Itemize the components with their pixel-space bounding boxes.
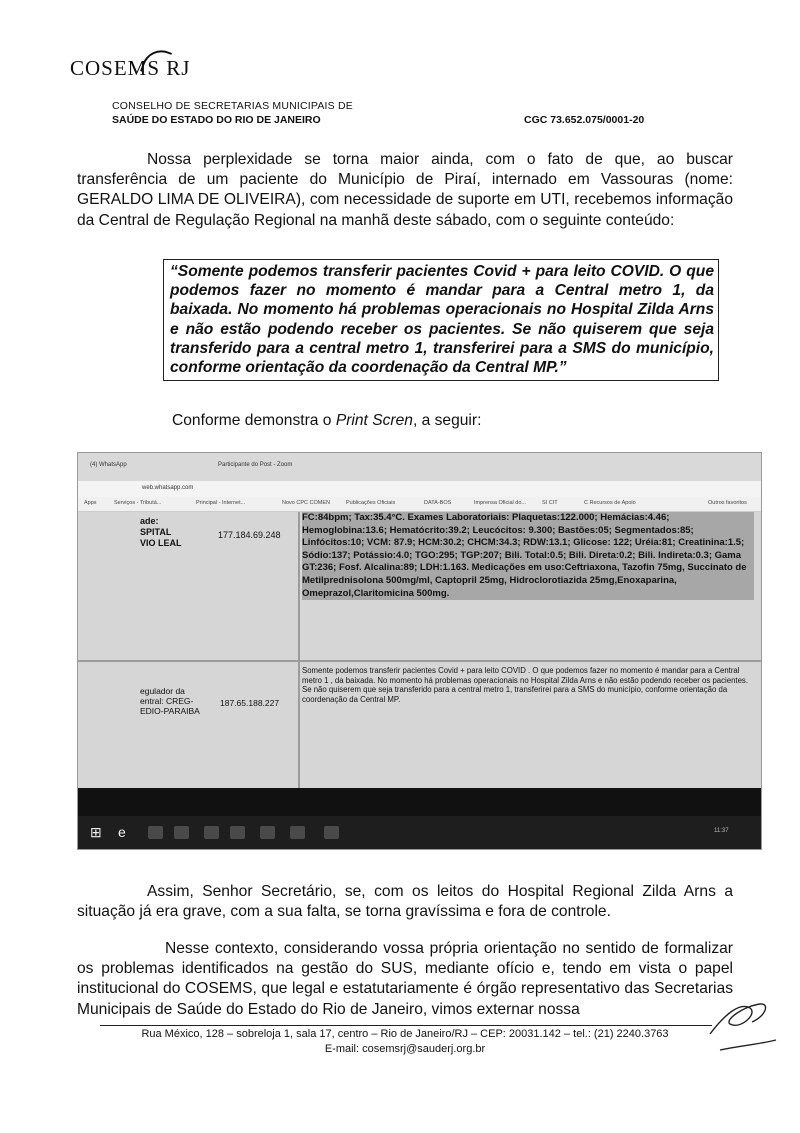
- browser-url: web.whatsapp.com: [142, 485, 194, 491]
- windows-taskbar: [78, 816, 761, 849]
- row1-label-line: VIO LEAL: [140, 538, 182, 548]
- bookmark-item: SI CIT: [542, 500, 558, 506]
- paragraph-1-text: Nossa perplexidade se torna maior ainda, com o fato de que, ao buscar transferência de um paciente do Município de Piraí, internado em Vassouras (nome: GERALDO LIMA DE OLIVEIRA), com necessidade de suporte em UTI, recebemos informação da Central de Regulação Regional na manhã deste sábado, com o seguinte conteúdo:: [77, 151, 733, 229]
- org-name-line2: SAÚDE DO ESTADO DO RIO DE JANEIRO: [112, 114, 321, 126]
- row1-message: FC:84bpm; Tax:35.4°C. Exames Laboratoriais: Plaquetas:122.000; Hemácias:4.46; Hemoglobina:13.6; Hematócrito:39.2; Leucócitos: 9.300; Bastões:05; Segmentados:85; Linfócitos:10; VCM: 87.9; HCM:30.2; CHCM:34.3; RDW:13.1; Glicose: 122; Uréia:81; Creatinina:1.5; Sódio:137; Potássio:4.0; TGO:295; TGP:207; Bili. Total:0.5; Bili. Direta:0.2; Bili. Indireta:0.3; Gama GT:236; Fosf. Alcalina:89; LDH:1.163. Medicações em uso:Ceftriaxona, Tazofin 75mg, Succinato de Metilprednisolona 500mg/ml, Captopril 25mg, Hidroclorotiazida 25mg,Enoxaparina, Omeprazol,Claritomicina 500mg.: [302, 512, 754, 600]
- bookmark-item: Apps: [84, 500, 97, 506]
- browser-tab-whatsapp: (4) WhatsApp: [90, 462, 127, 468]
- footer-address: Rua México, 128 – sobreloja 1, sala 17, centro – Rio de Janeiro/RJ – CEP: 20031.142 – tel.: (21) 2240.3763: [141, 1028, 669, 1040]
- row1-label: [140, 516, 182, 549]
- cgc-number: CGC 73.652.075/0001-20: [524, 114, 645, 126]
- table-column-divider: [298, 512, 300, 788]
- bookmark-item: Principal - Internet...: [196, 500, 246, 506]
- table-row-divider: [78, 660, 761, 662]
- browser-tab-zoom: Participante do Post - Zoom: [218, 462, 293, 468]
- bookmark-item: C Recursos de Apoio: [584, 500, 636, 506]
- conforme-emphasis: Print Scren: [335, 412, 413, 429]
- conforme-line: [172, 412, 481, 430]
- row2-label-line: EDIO-PARAIBA: [140, 706, 200, 716]
- paragraph-3: [77, 939, 733, 1020]
- row1-label-line: SPITAL: [140, 527, 172, 537]
- chrome-icon: [204, 826, 219, 839]
- footer-email: E-mail: cosemsrj@sauderj.org.br: [324, 1043, 486, 1055]
- paragraph-2-text: Assim, Senhor Secretário, se, com os leitos do Hospital Regional Zilda Arns a situação já era grave, com a sua falta, se torna gravíssima e fora de controle.: [77, 883, 733, 921]
- browser-bookmarks-bar: [78, 497, 761, 512]
- taskbar-app-icon: [324, 826, 339, 839]
- conforme-suffix: , a seguir:: [412, 412, 482, 429]
- browser-address-bar: [78, 481, 761, 497]
- bookmark-item: Imprensa Oficial do...: [474, 500, 526, 506]
- paragraph-3-text: Nesse contexto, considerando vossa própria orientação no sentido de formalizar os problemas identificados na gestão do SUS, mediante ofício e, tendo em vista o papel institucional do COSEMS, que legal e estatutariamente é órgão representativo das Secretarias Municipais de Saúde do Estado do Rio de Janeiro, vimos externar nossa: [77, 940, 733, 1018]
- row2-ip: 187.65.188.227: [220, 698, 280, 708]
- taskbar-app-icon: [148, 826, 163, 839]
- paragraph-1: [77, 150, 733, 231]
- message-table: [78, 512, 761, 788]
- screen-bezel: [78, 788, 761, 816]
- org-name-line1: CONSELHO DE SECRETARIAS MUNICIPAIS DE: [112, 100, 353, 112]
- taskbar-app-icon: [230, 826, 245, 839]
- word-icon: [260, 826, 275, 839]
- row2-label: [140, 686, 200, 716]
- conforme-prefix: Conforme demonstra o: [172, 412, 336, 429]
- row1-ip: 177.184.69.248: [218, 530, 281, 540]
- row2-label-line: egulador da: [140, 686, 185, 696]
- footer-divider: [100, 1025, 712, 1026]
- bookmark-item: Outros favoritos: [708, 500, 747, 506]
- quote-box: “Somente podemos transferir pacientes Covid + para leito COVID. O que podemos fazer no momento é mandar para a Central metro 1, da baixada. No momento há problemas operacionais no Hospital Zilda Arns e não estão podendo receber os pacientes. Se não quiserem que seja transferido para a central metro 1, transferirei para a SMS do município, conforme orientação da coordenação da Central MP.”: [163, 259, 719, 381]
- bookmark-item: Serviços - Tributá...: [114, 500, 162, 506]
- row2-message: Somente podemos transferir pacientes Covid + para leito COVID . O que podemos fazer no momento é mandar para a Central metro 1 , da baixada. No momento há problemas operacionais no Hospital Zilda Arns e não estão podendo receber os pacientes. Se não quiserem que seja transferido para a central metro 1, transferirei para a SMS do município, conforme orientação da coordenação da Central MP.: [302, 666, 748, 704]
- taskbar-app-icon: [290, 826, 305, 839]
- row1-label-line: ade:: [140, 516, 159, 526]
- folder-icon: [174, 826, 189, 839]
- row2-label-line: entral: CREG-: [140, 696, 194, 706]
- start-icon: ⊞: [90, 824, 102, 840]
- browser-tab-bar: [78, 453, 761, 481]
- logo-text: COSEMS RJ: [70, 56, 191, 80]
- bookmark-item: Publicações Oficiais: [346, 500, 396, 506]
- paragraph-2: [77, 882, 733, 922]
- handwritten-signature: [700, 994, 780, 1058]
- ie-icon: e: [118, 824, 126, 840]
- embedded-screenshot: [77, 452, 762, 850]
- cosems-logo: [70, 56, 230, 96]
- bookmark-item: DATA-BOS: [424, 500, 452, 506]
- taskbar-clock: 11:37: [714, 828, 729, 834]
- bookmark-item: Novo CPC COMEN: [282, 500, 330, 506]
